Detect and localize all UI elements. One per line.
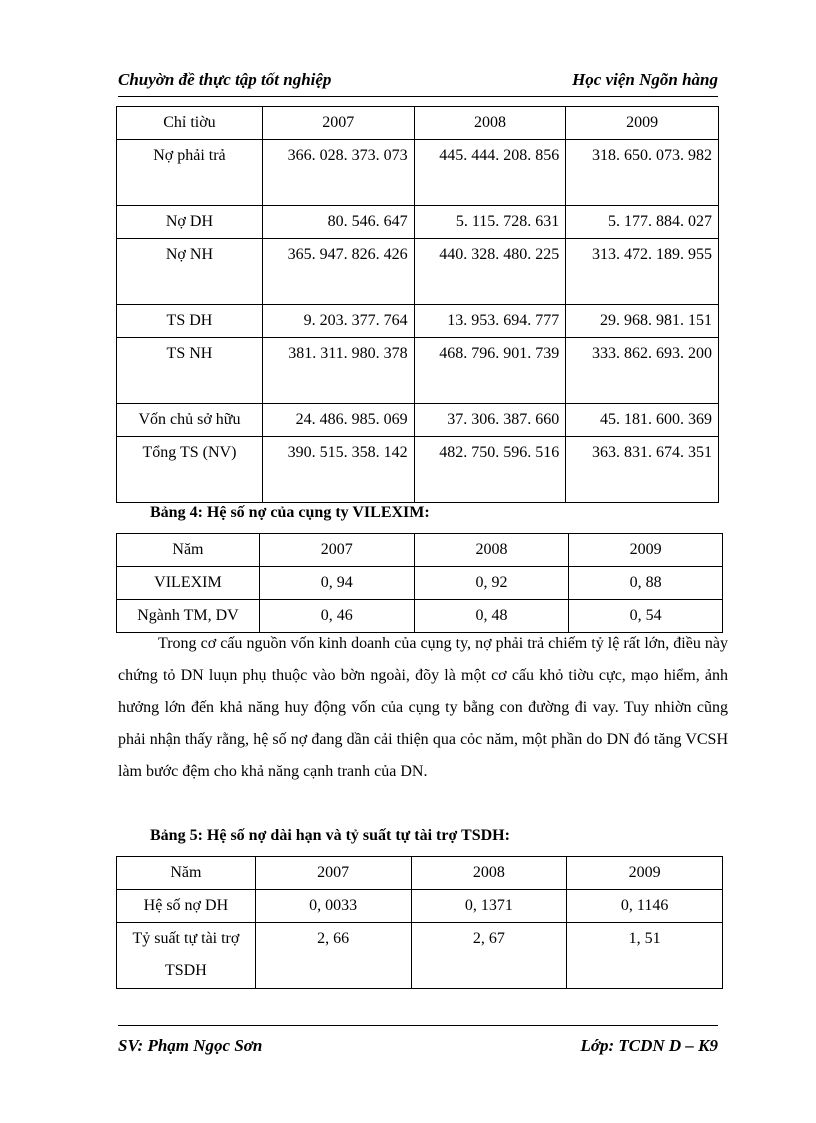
table-cell: 0, 1371 — [411, 890, 567, 923]
header-left: Chuyờn đề thực tập tốt nghiệp — [118, 70, 332, 89]
body-paragraph: Trong cơ cấu nguồn vốn kinh doanh của cụng ty, nợ phải trả chiếm tỷ lệ rất lớn, điều này chứng tỏ DN luụn phụ thuộc vào bờn ngoài, đõy là một cơ cấu khỏ tiờu cực, mạo hiểm, ảnh hưởng lớn đến khả năng huy động vốn của cụng ty bằng con đường đi vay. Tuy nhiờn cũng phải nhận thấy rằng, hệ số nợ đang dần cải thiện qua cỏc năm, một phần do DN đó tăng VCSH làm bước đệm cho khả năng cạnh tranh của DN. — [118, 635, 728, 780]
table-row — [117, 890, 723, 923]
table-cell: 363. 831. 674. 351 — [566, 437, 719, 503]
table-cell: 2, 66 — [255, 923, 411, 989]
table-row — [117, 239, 719, 305]
long-term-debt-table — [116, 856, 723, 989]
row-label: Ngành TM, DV — [117, 600, 260, 633]
table-header-cell: 2009 — [569, 534, 723, 567]
table-header-cell: Năm — [117, 534, 260, 567]
table-cell: 9. 203. 377. 764 — [262, 305, 414, 338]
table-cell: 2, 67 — [411, 923, 567, 989]
table-cell: 37. 306. 387. 660 — [414, 404, 566, 437]
table3-caption: Bảng 5: Hệ số nợ dài hạn và tỷ suất tự tài trợ TSDH: — [150, 827, 510, 844]
table-header-cell: 2007 — [259, 534, 414, 567]
table-cell: 313. 472. 189. 955 — [566, 239, 719, 305]
table-cell: 80. 546. 647 — [262, 206, 414, 239]
table-cell: 333. 862. 693. 200 — [566, 338, 719, 404]
table-cell: 0, 46 — [259, 600, 414, 633]
table-header-row — [117, 857, 723, 890]
row-label: Nợ NH — [117, 239, 263, 305]
table-cell: 390. 515. 358. 142 — [262, 437, 414, 503]
table2-caption: Bảng 4: Hệ số nợ của cụng ty VILEXIM: — [150, 504, 430, 521]
table-cell: 0, 88 — [569, 567, 723, 600]
table-cell: 45. 181. 600. 369 — [566, 404, 719, 437]
table-row — [117, 567, 723, 600]
footer-left: SV: Phạm Ngọc Sơn — [118, 1036, 263, 1055]
row-label: Hệ số nợ DH — [117, 890, 256, 923]
table-header-row — [117, 107, 719, 140]
balance-table — [116, 106, 719, 503]
table-cell: 0, 0033 — [255, 890, 411, 923]
table-cell: 29. 968. 981. 151 — [566, 305, 719, 338]
table-cell: 1, 51 — [567, 923, 723, 989]
table-row — [117, 923, 723, 989]
table-cell: 381. 311. 980. 378 — [262, 338, 414, 404]
row-label: Vốn chủ sở hữu — [117, 404, 263, 437]
table-cell: 0, 92 — [414, 567, 569, 600]
table-cell: 366. 028. 373. 073 — [262, 140, 414, 206]
row-label: Tổng TS (NV) — [117, 437, 263, 503]
table-header-cell: Năm — [117, 857, 256, 890]
table-cell: 468. 796. 901. 739 — [414, 338, 566, 404]
footer-right: Lớp: TCDN D – K9 — [580, 1036, 718, 1055]
table-row — [117, 437, 719, 503]
row-label: Nợ phải trả — [117, 140, 263, 206]
table-header-cell: 2008 — [411, 857, 567, 890]
table-cell: 445. 444. 208. 856 — [414, 140, 566, 206]
row-label: Tỷ suất tự tài trợ TSDH — [117, 923, 256, 989]
table-cell: 5. 177. 884. 027 — [566, 206, 719, 239]
table-row — [117, 404, 719, 437]
table-cell: 365. 947. 826. 426 — [262, 239, 414, 305]
footer-rule — [118, 1025, 718, 1026]
table-row — [117, 140, 719, 206]
header-rule — [118, 96, 718, 97]
row-label: TS DH — [117, 305, 263, 338]
table-header-cell: 2009 — [566, 107, 719, 140]
header-right: Học viện Ngõn hàng — [572, 70, 718, 89]
table-cell: 0, 1146 — [567, 890, 723, 923]
table-cell: 0, 94 — [259, 567, 414, 600]
page-header — [118, 70, 718, 94]
table-cell: 440. 328. 480. 225 — [414, 239, 566, 305]
row-label: TS NH — [117, 338, 263, 404]
table-cell: 5. 115. 728. 631 — [414, 206, 566, 239]
table-cell: 0, 48 — [414, 600, 569, 633]
table-cell: 318. 650. 073. 982 — [566, 140, 719, 206]
table-cell: 24. 486. 985. 069 — [262, 404, 414, 437]
debt-ratio-table — [116, 533, 723, 633]
table-row — [117, 305, 719, 338]
table-row — [117, 206, 719, 239]
row-label: VILEXIM — [117, 567, 260, 600]
table-row — [117, 338, 719, 404]
table-header-row — [117, 534, 723, 567]
table-cell: 13. 953. 694. 777 — [414, 305, 566, 338]
table-header-cell: 2009 — [567, 857, 723, 890]
row-label: Nợ DH — [117, 206, 263, 239]
table-header-cell: Chỉ tiờu — [117, 107, 263, 140]
table-header-cell: 2007 — [262, 107, 414, 140]
table-cell: 0, 54 — [569, 600, 723, 633]
table-header-cell: 2008 — [414, 534, 569, 567]
table-header-cell: 2007 — [255, 857, 411, 890]
table-header-cell: 2008 — [414, 107, 566, 140]
table-cell: 482. 750. 596. 516 — [414, 437, 566, 503]
